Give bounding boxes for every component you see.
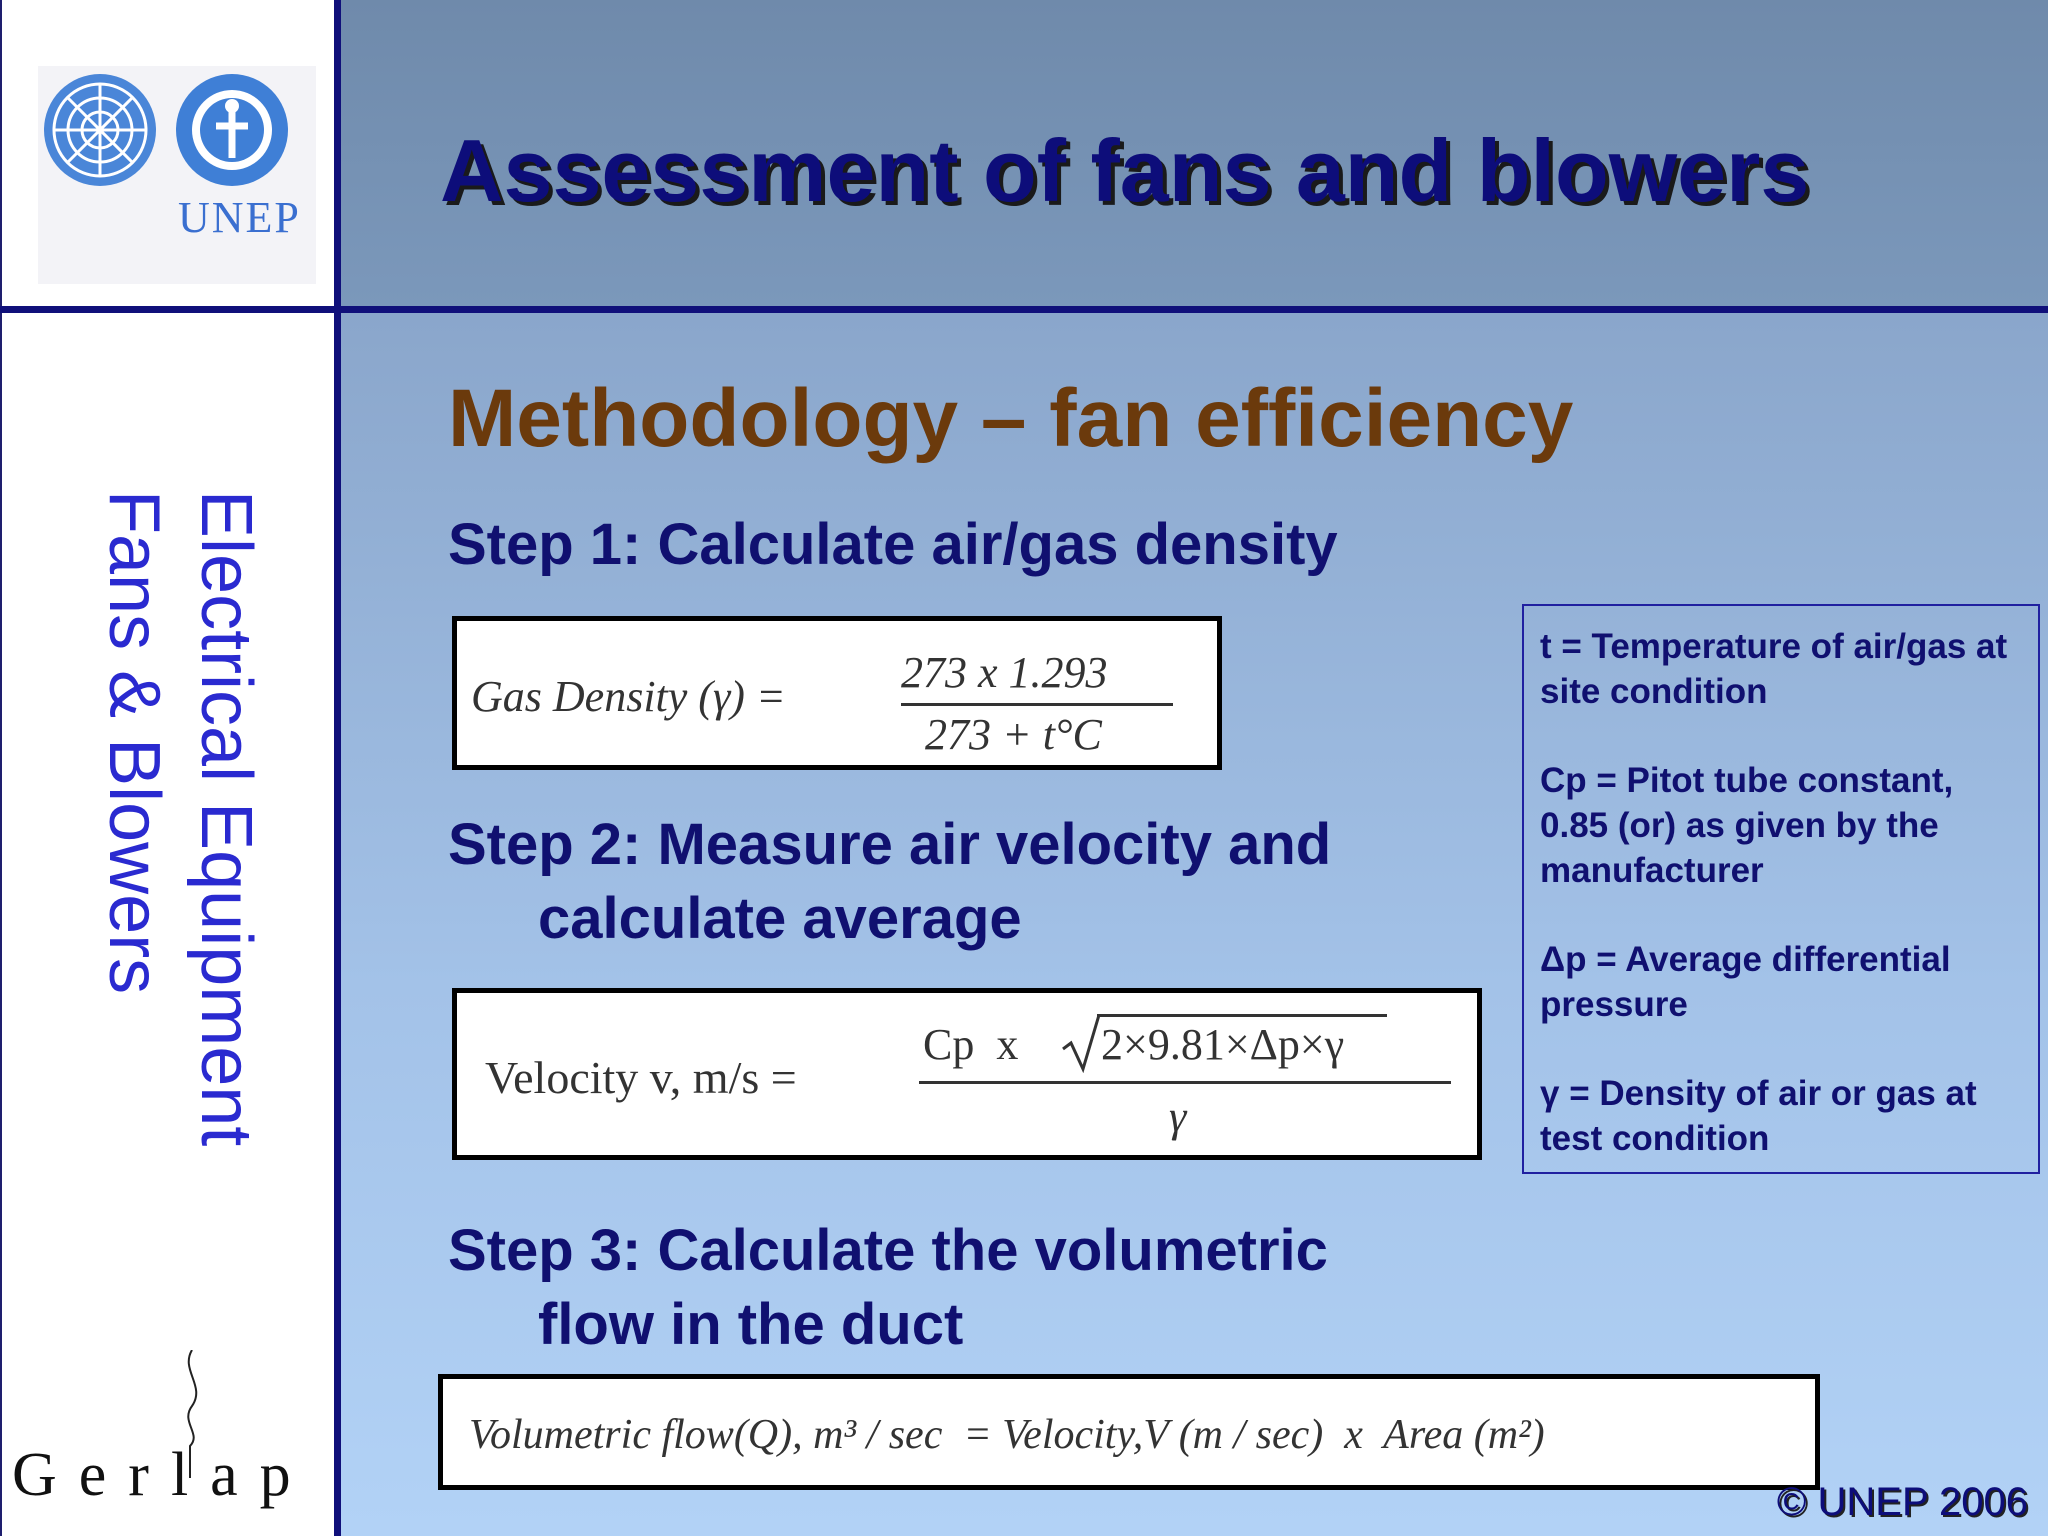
density-formula bbox=[452, 616, 1222, 770]
note-temperature: t = Temperature of air/gas at site condition bbox=[1540, 627, 2008, 711]
slide-title: Assessment of fans and blowers bbox=[440, 121, 1810, 220]
radicand-overline bbox=[1097, 1014, 1387, 1017]
step-3-line-2: flow in the duct bbox=[538, 1292, 964, 1357]
gerlap-brand: Gerlap bbox=[12, 1441, 313, 1509]
step-3-heading bbox=[448, 1214, 1328, 1362]
step-2-line-2: calculate average bbox=[538, 886, 1022, 951]
variable-definitions bbox=[1522, 604, 2040, 1174]
copyright: © UNEP 2006 bbox=[1776, 1480, 2028, 1524]
step-2-heading bbox=[448, 808, 1331, 956]
density-numerator: 273 x 1.293 bbox=[901, 648, 1108, 697]
square-root-icon bbox=[1061, 1013, 1101, 1073]
step-1-line-1: Step 1: Calculate air/gas density bbox=[448, 512, 1338, 577]
step-1-heading bbox=[448, 508, 1338, 582]
sidebar-line-2: Fans & Blowers bbox=[94, 490, 174, 995]
note-pitot-constant: Cp = Pitot tube constant, 0.85 (or) as given by the manufacturer bbox=[1540, 761, 1954, 890]
density-fraction-bar bbox=[901, 703, 1173, 706]
slide-subtitle: Methodology – fan efficiency bbox=[448, 373, 1574, 464]
sidebar bbox=[0, 0, 334, 1536]
velocity-formula bbox=[452, 988, 1482, 1160]
flow-equation: Volumetric flow(Q), m³ / sec = Velocity,V (m / sec) x Area (m²) bbox=[469, 1412, 1545, 1458]
header-divider bbox=[341, 306, 2048, 313]
logo-area bbox=[38, 66, 316, 284]
flow-formula bbox=[438, 1374, 1820, 1490]
sidebar-topic bbox=[92, 490, 272, 1270]
sidebar-line-1: Electrical Equipment bbox=[186, 490, 266, 1147]
velocity-radicand: 2×9.81×Δp×γ bbox=[1101, 1020, 1345, 1069]
velocity-coefficient: Cp x bbox=[923, 1020, 1019, 1069]
vertical-divider bbox=[334, 0, 341, 1536]
note-density: γ = Density of air or gas at test condition bbox=[1540, 1074, 1977, 1158]
density-lhs: Gas Density (γ) = bbox=[471, 672, 786, 721]
density-denominator: 273 + t°C bbox=[925, 710, 1102, 759]
velocity-fraction-bar bbox=[919, 1081, 1451, 1084]
velocity-lhs: Velocity v, m/s = bbox=[485, 1052, 797, 1103]
velocity-denominator: γ bbox=[1169, 1092, 1187, 1141]
unep-logo-text: UNEP bbox=[178, 193, 301, 242]
step-2-line-1: Step 2: Measure air velocity and bbox=[448, 812, 1332, 877]
note-differential-pressure: Δp = Average differential pressure bbox=[1540, 940, 1951, 1024]
step-3-line-1: Step 3: Calculate the volumetric bbox=[448, 1218, 1328, 1283]
sidebar-divider bbox=[0, 306, 334, 313]
un-emblem-icon bbox=[38, 66, 316, 284]
